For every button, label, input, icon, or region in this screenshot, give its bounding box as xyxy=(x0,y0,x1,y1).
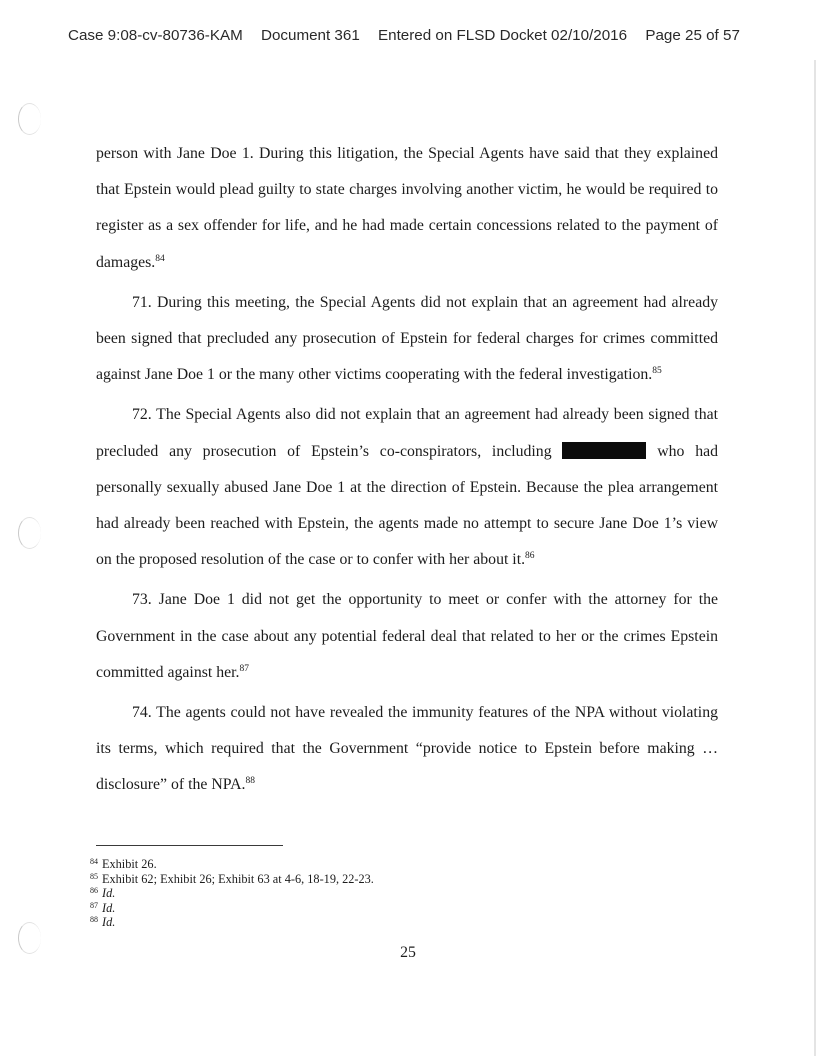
footnote-84: $^{84}$ Exhibit 26. xyxy=(90,857,157,871)
paragraph-72: 72. The Special Agents also did not explain that an agreement had already been signed that precluded any prosecution of Epstein’s co-conspirators, including who had personally sexually abused Jane Doe 1 at the direction of Epstein. Because the plea arrangement had already been reached with Epstein, the agents made no attempt to secure Jane Doe 1’s view on the proposed resolution of the case or to confer with her about it.$^{86}$ xyxy=(96,406,719,569)
punch-hole-top xyxy=(18,103,41,135)
footnote-88: $^{88}$ Id. xyxy=(90,915,116,930)
footnote-divider xyxy=(96,845,283,846)
footnotes xyxy=(90,857,590,930)
docket-header xyxy=(68,27,768,44)
paragraph-71: 71. During this meeting, the Special Agents did not explain that an agreement had already been signed that precluded any prosecution of Epstein for federal charges for crimes committed against Jane Doe 1 or the many other victims cooperating with the federal investigation.$^{85}$ xyxy=(96,293,718,384)
case-number: Case 9:08-cv-80736-KAM xyxy=(68,27,243,44)
redaction-box xyxy=(562,442,646,459)
footnote-ref: 87 xyxy=(239,663,249,674)
footnote-87: $^{87}$ Id. xyxy=(90,900,116,915)
body-text xyxy=(96,136,718,804)
footnote-ref: 86 xyxy=(525,551,535,562)
page-count: Page 25 of 57 xyxy=(645,27,740,44)
paragraph-74: 74. The agents could not have revealed the immunity features of the NPA without violating its terms, which required that the Government “provide notice to Epstein before making … disclosure” of the NPA.$^{88}$ xyxy=(96,704,718,794)
footnote-86: $^{86}$ Id. xyxy=(90,886,116,901)
paragraph-continued: person with Jane Doe 1. During this litigation, the Special Agents have said that they explained that Epstein would plead guilty to state charges involving another victim, he would be required to register as a sex offender for life, and he had made certain concessions related to the payment of damages.$^{84}$ xyxy=(96,145,718,271)
footnote-ref: 84 xyxy=(155,253,165,264)
document-number: Document 361 xyxy=(260,27,360,44)
entered-date: Entered on FLSD Docket 02/10/2016 xyxy=(378,27,628,44)
punch-hole-middle xyxy=(18,517,41,549)
footnote-ref: 85 xyxy=(652,366,662,377)
page-number: 25 xyxy=(400,944,416,961)
paragraph-73: 73. Jane Doe 1 did not get the opportunity to meet or confer with the attorney for the Government in the case about any potential federal deal that related to her or the crimes Epstein committed against her.$^{87}$ xyxy=(96,591,718,681)
footnote-85: $^{85}$ Exhibit 62; Exhibit 26; Exhibit 63 at 4-6, 18-19, 22-23. xyxy=(90,871,374,886)
footnote-ref: 88 xyxy=(245,776,255,787)
